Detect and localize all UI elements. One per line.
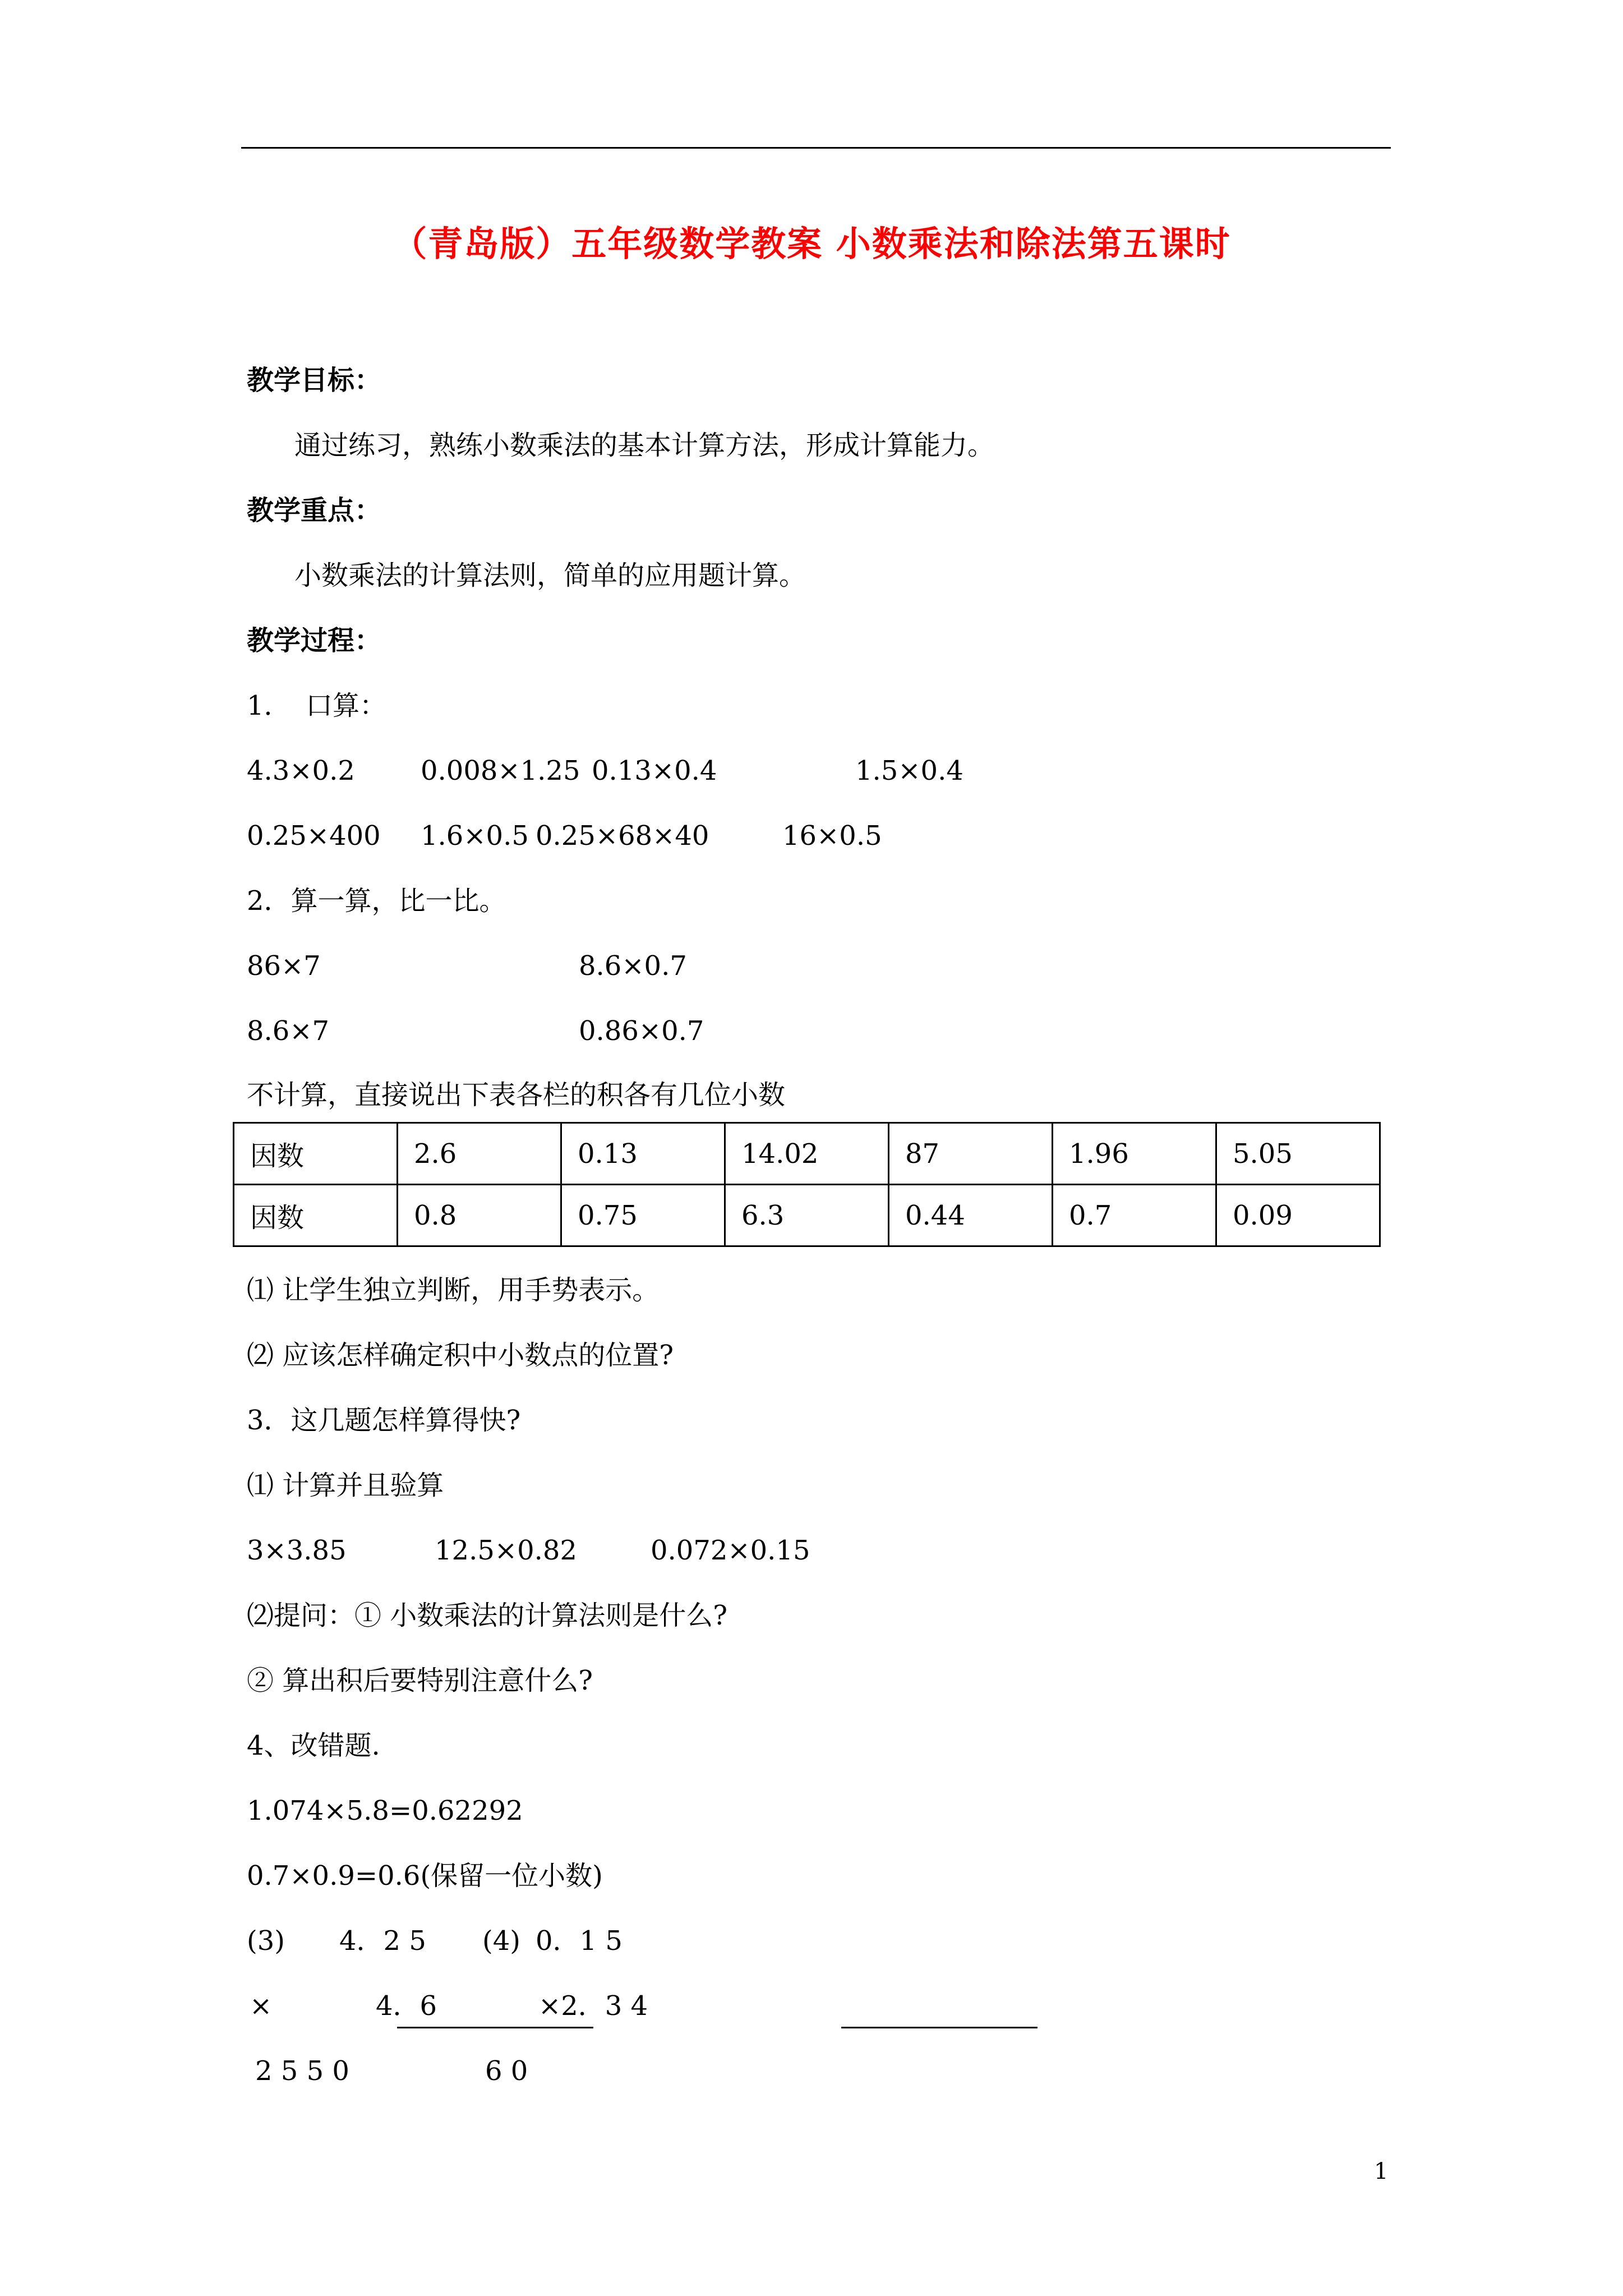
vert-top-4: 0．1 5: [536, 1925, 623, 1957]
table-row: [234, 1123, 1380, 1185]
table-cell: 14.02: [725, 1123, 889, 1185]
vert-mult-4: ×2．3 4: [538, 1990, 648, 2022]
vert-result-4: 6 0: [485, 2055, 528, 2087]
vert-times-3: ×: [250, 1990, 273, 2022]
error-expr-1: 1.074×5.8=0.62292: [247, 1795, 523, 1826]
table-cell: 0.7: [1053, 1185, 1216, 1246]
compare-expr: 86×7: [247, 950, 321, 982]
header-rule: [241, 147, 1391, 149]
table-row: [234, 1185, 1380, 1246]
vert-label-4: (4): [482, 1925, 520, 1957]
vert-underline-3: [397, 2027, 593, 2028]
compare-expr: 8.6×7: [247, 1015, 330, 1047]
item2-text: 2．算一算，比一比。: [247, 885, 506, 917]
table-cell: 因数: [234, 1123, 398, 1185]
vert-label-3: (3): [247, 1925, 285, 1957]
item3-sub1: ⑴ 计算并且验算: [247, 1470, 444, 1501]
vert-result-3: 2 5 5 0: [255, 2055, 349, 2087]
objectives-heading: 教学目标：: [247, 365, 382, 396]
table-cell: 5.05: [1216, 1123, 1380, 1185]
oral-calc: 16×0.5: [782, 820, 882, 852]
item3-sub3: ② 算出积后要特别注意什么?: [247, 1665, 593, 1696]
calc-expr: 0.072×0.15: [651, 1535, 810, 1566]
process-heading: 教学过程：: [247, 625, 382, 656]
item4-text: 4、改错题.: [247, 1730, 380, 1761]
table-cell: 0.13: [561, 1123, 725, 1185]
oral-calc: 0.25×400: [247, 820, 381, 852]
note-1: ⑴ 让学生独立判断，用手势表示。: [247, 1274, 660, 1306]
table-cell: 因数: [234, 1185, 398, 1246]
vert-underline-4: [841, 2027, 1038, 2028]
table-cell: 1.96: [1053, 1123, 1216, 1185]
oral-calc: 1.5×0.4: [855, 755, 963, 786]
table-cell: 87: [889, 1123, 1053, 1185]
table-cell: 0.44: [889, 1185, 1053, 1246]
oral-calc: 0.13×0.4: [592, 755, 717, 786]
compare-expr: 8.6×0.7: [579, 950, 687, 982]
table-cell: 0.8: [398, 1185, 561, 1246]
oral-calc: 0.25×68×40: [536, 820, 709, 852]
table-intro: 不计算，直接说出下表各栏的积各有几位小数: [247, 1079, 786, 1111]
keypoints-text: 小数乘法的计算法则，简单的应用题计算。: [294, 560, 806, 591]
item1-label: 1．: [247, 690, 291, 721]
note-2: ⑵ 应该怎样确定积中小数点的位置?: [247, 1340, 674, 1371]
table-cell: 0.75: [561, 1185, 725, 1246]
oral-calc: 4.3×0.2: [247, 755, 355, 786]
page-number: 1: [1374, 2159, 1389, 2184]
table-cell: 6.3: [725, 1185, 889, 1246]
calc-expr: 12.5×0.82: [435, 1535, 577, 1566]
page-title: （青岛版）五年级数学教案 小数乘法和除法第五课时: [392, 223, 1231, 264]
keypoints-heading: 教学重点：: [247, 495, 382, 526]
item3-sub2: ⑵提问：① 小数乘法的计算法则是什么?: [247, 1600, 727, 1631]
objectives-text: 通过练习，熟练小数乘法的基本计算方法，形成计算能力。: [294, 430, 995, 461]
item3-text: 3．这几题怎样算得快?: [247, 1405, 521, 1436]
factor-table: [233, 1122, 1381, 1247]
item1-text: 口算：: [306, 690, 387, 721]
vert-mult-3: 4．6: [376, 1990, 437, 2022]
calc-expr: 3×3.85: [247, 1535, 347, 1566]
table-cell: 2.6: [398, 1123, 561, 1185]
vert-top-3: 4．2 5: [339, 1925, 426, 1957]
error-expr-2: 0.7×0.9=0.6(保留一位小数): [247, 1860, 603, 1892]
oral-calc: 1.6×0.5: [421, 820, 529, 852]
oral-calc: 0.008×1.25: [421, 755, 580, 786]
compare-expr: 0.86×0.7: [579, 1015, 704, 1047]
table-cell: 0.09: [1216, 1185, 1380, 1246]
